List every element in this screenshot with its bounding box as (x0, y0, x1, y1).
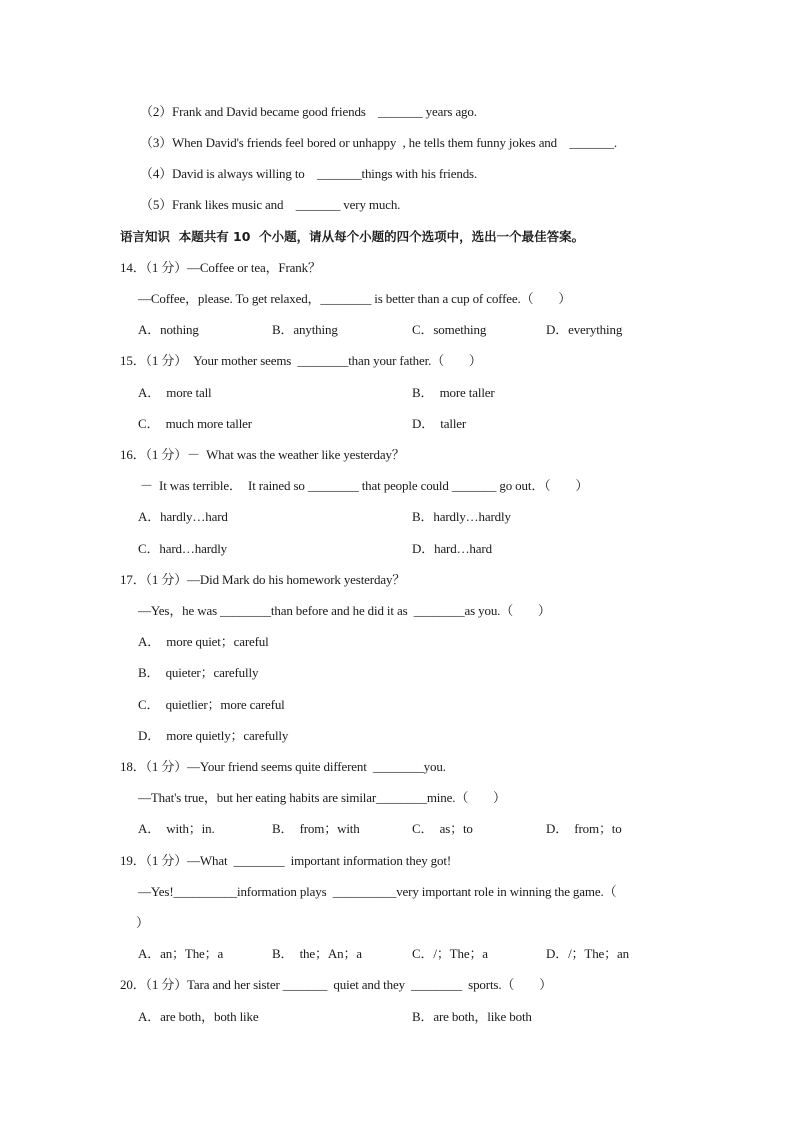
question-16-stem: 16．（1 分）－ What was the weather like yesterday？ (120, 447, 405, 462)
question-20-option-b[interactable]: B．are both，like both (412, 1009, 532, 1024)
question-16-option-a[interactable]: A．hardly…hard (138, 509, 228, 524)
question-18-option-c[interactable]: C． as；to (412, 821, 473, 836)
section-heading: 语言知识 本题共有 10 个小题，请从每个小题的四个选项中，选出一个最佳答案。 (120, 229, 585, 244)
question-18-stem-2: —That's true，but her eating habits are similar________mine.（ ） (138, 790, 506, 805)
question-14-option-c[interactable]: C．something (412, 322, 487, 337)
question-16-option-c[interactable]: C．hard…hardly (138, 541, 228, 556)
question-17-option-c[interactable]: C． quietlier；more careful (138, 697, 285, 712)
fill-in-item-3: （3）When David's friends feel bored or unhappy , he tells them funny jokes and _______. (140, 135, 617, 150)
question-19-stem-3: ） (136, 915, 149, 930)
question-19-option-c[interactable]: C．/；The；a (412, 946, 488, 961)
question-18-option-a[interactable]: A． with；in. (138, 821, 215, 836)
fill-in-item-2: （2）Frank and David became good friends _______ years ago. (140, 104, 477, 119)
question-14-option-a[interactable]: A．nothing (138, 322, 199, 337)
question-18-stem: 18．（1 分）—Your friend seems quite different ________you. (120, 759, 446, 774)
question-16-option-b[interactable]: B．hardly…hardly (412, 509, 511, 524)
question-14-option-d[interactable]: D．everything (546, 322, 623, 337)
question-19-option-a[interactable]: A．an；The；a (138, 946, 224, 961)
question-18-option-d[interactable]: D． from；to (546, 821, 622, 836)
question-19-option-b[interactable]: B． the；An；a (272, 946, 362, 961)
question-14-stem-2: —Coffee，please. To get relaxed，________ is better than a cup of coffee.（ ） (138, 291, 572, 306)
fill-in-item-4: （4）David is always willing to _______things with his friends. (140, 166, 478, 181)
question-15-option-b[interactable]: B． more taller (412, 385, 495, 400)
question-16-stem-2: － It was terrible． It rained so ________ that people could _______ go out．（ ） (140, 478, 589, 493)
question-17-stem: 17．（1 分）—Did Mark do his homework yesterday？ (120, 572, 406, 587)
fill-in-item-5: （5）Frank likes music and _______ very much. (140, 197, 401, 212)
question-20-stem: 20．（1 分）Tara and her sister _______ quiet and they ________ sports.（ ） (120, 977, 552, 992)
question-15-stem: 15．（1 分） Your mother seems ________than your father.（ ） (120, 353, 482, 368)
question-19-stem: 19．（1 分）—What ________ important information they got! (120, 853, 451, 868)
question-15-option-a[interactable]: A． more tall (138, 385, 212, 400)
question-19-stem-2: —Yes!__________information plays __________very important role in winning the game.（ (138, 884, 617, 899)
question-16-option-d[interactable]: D．hard…hard (412, 541, 492, 556)
question-14-stem: 14．（1 分）—Coffee or tea，Frank？ (120, 260, 321, 275)
question-17-option-d[interactable]: D． more quietly；carefully (138, 728, 289, 743)
question-20-option-a[interactable]: A．are both，both like (138, 1009, 259, 1024)
question-15-option-d[interactable]: D． taller (412, 416, 467, 431)
question-15-option-c[interactable]: C． much more taller (138, 416, 252, 431)
question-19-option-d[interactable]: D．/；The；an (546, 946, 629, 961)
question-17-option-b[interactable]: B． quieter；carefully (138, 665, 259, 680)
question-17-option-a[interactable]: A． more quiet；careful (138, 634, 269, 649)
question-17-stem-2: —Yes，he was ________than before and he did it as ________as you.（ ） (138, 603, 551, 618)
question-18-option-b[interactable]: B． from；with (272, 821, 360, 836)
question-14-option-b[interactable]: B．anything (272, 322, 338, 337)
